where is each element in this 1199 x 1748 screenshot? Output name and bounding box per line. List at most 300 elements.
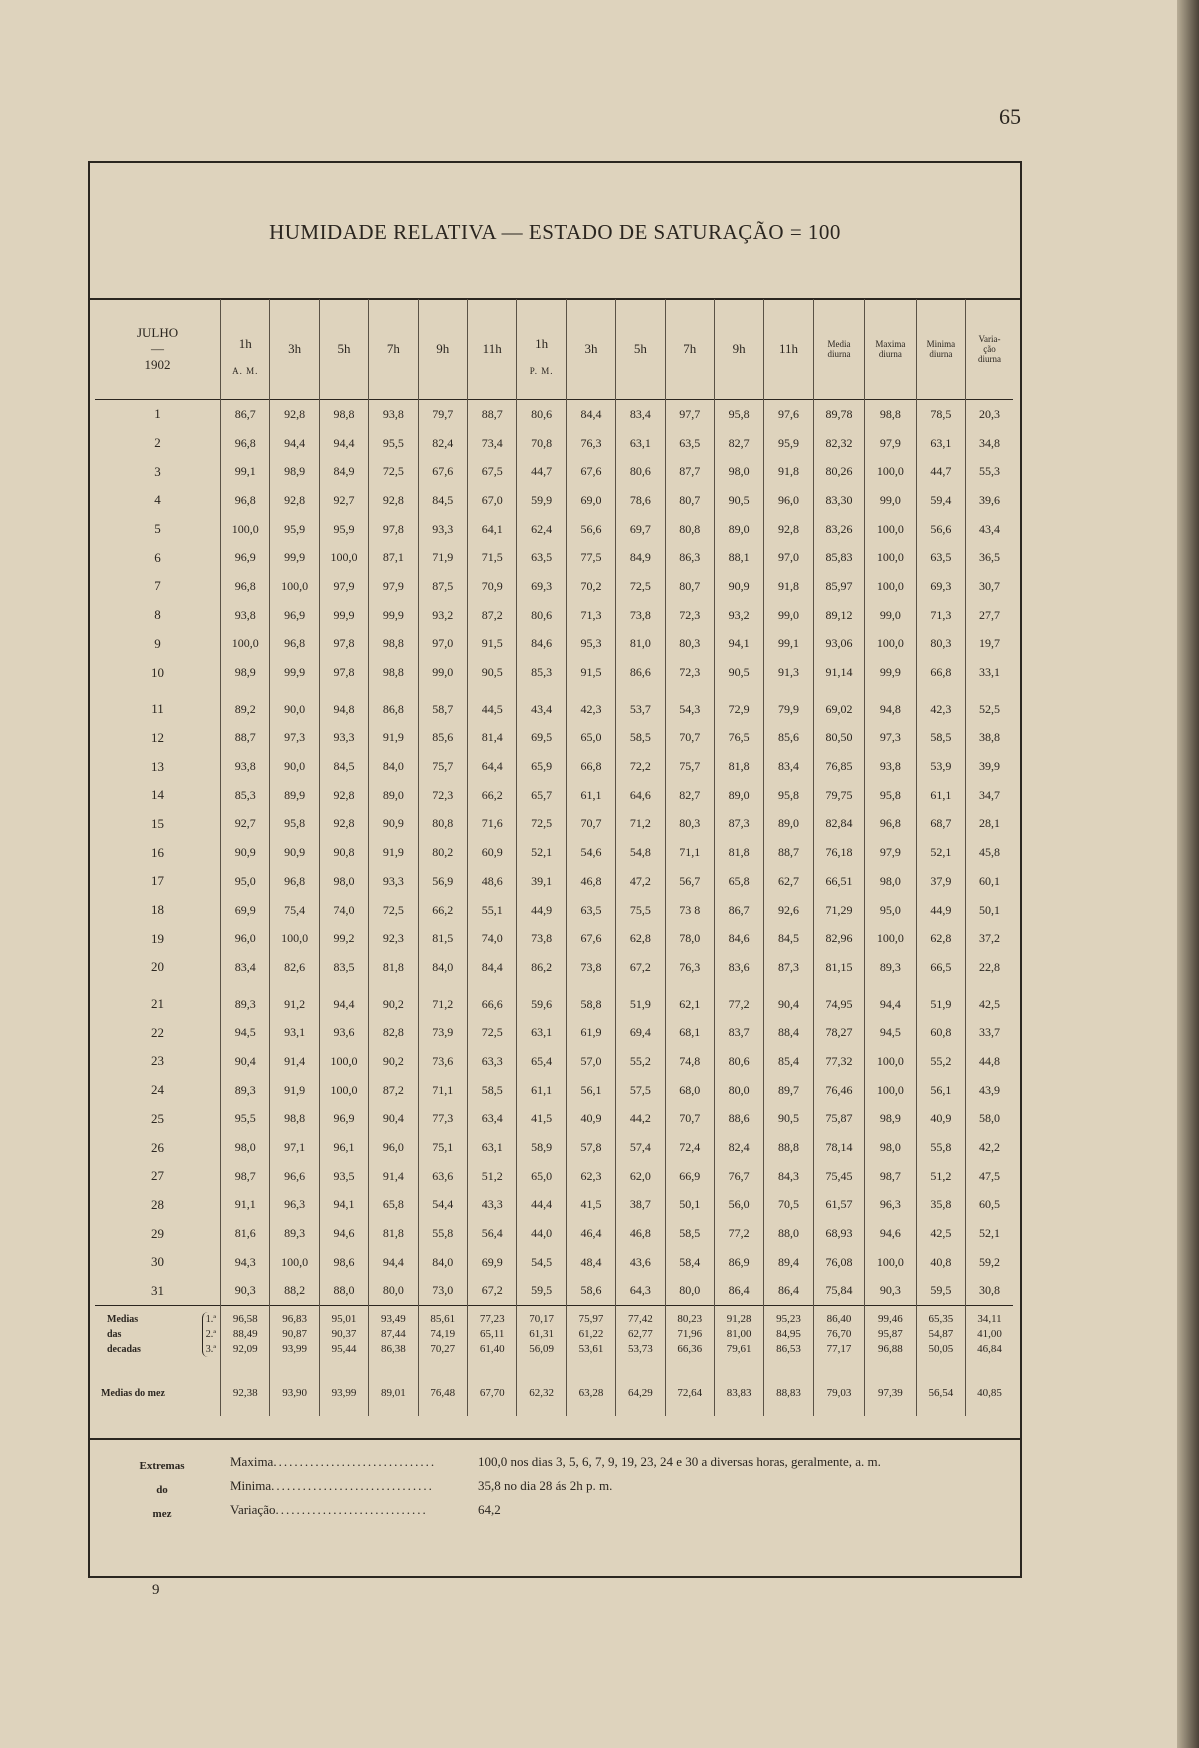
day-cell: 20 [151, 959, 165, 975]
value-cell: 72,9 [714, 687, 763, 724]
value-cell: 69,9 [221, 896, 270, 925]
value-cell: 80,0 [714, 1076, 763, 1105]
value-cell: 99,9 [369, 601, 418, 630]
value-cell: 100,0 [865, 1047, 916, 1076]
decade-mean-value: 80,23 [677, 1313, 703, 1326]
summary-label-word: decadas [107, 1344, 141, 1356]
value-cell: 81,6 [221, 1219, 270, 1248]
value-cell: 89,0 [714, 781, 763, 810]
value-cell: 67,2 [468, 1277, 517, 1306]
summary-label-word: Medias [107, 1314, 139, 1326]
value-cell: 56,7 [665, 867, 714, 896]
value-cell: 87,2 [369, 1076, 418, 1105]
value-cell: 80,6 [517, 400, 566, 429]
value-cell: 73,8 [566, 953, 615, 982]
table-row [95, 572, 1013, 601]
value-cell: 92,6 [764, 896, 813, 925]
value-cell: 86,7 [221, 400, 270, 429]
value-cell: 44,0 [517, 1219, 566, 1248]
value-cell: 44,9 [916, 896, 965, 925]
value-cell: 66,5 [916, 953, 965, 982]
extreme-name: Variação [230, 1502, 276, 1517]
value-cell: 98,8 [369, 630, 418, 659]
value-cell: 89,3 [270, 1219, 319, 1248]
value-cell: 90,9 [369, 810, 418, 839]
value-cell: 87,3 [714, 810, 763, 839]
value-cell: 75,1 [418, 1133, 467, 1162]
value-cell: 90,0 [270, 687, 319, 724]
value-cell: 84,5 [764, 924, 813, 953]
value-cell: 96,6 [270, 1162, 319, 1191]
value-cell: 88,8 [764, 1133, 813, 1162]
header-row [95, 299, 1013, 400]
decade-mean-value: 61,31 [529, 1328, 554, 1341]
value-cell: 53,7 [616, 687, 665, 724]
value-cell: 66,2 [418, 896, 467, 925]
value-cell: 87,3 [764, 953, 813, 982]
value-cell: 99,0 [764, 601, 813, 630]
value-cell: 77,32 [813, 1047, 864, 1076]
decade-means-cell [865, 1306, 916, 1371]
value-cell: 96,8 [221, 572, 270, 601]
decade-mean-value: 70,17 [529, 1313, 554, 1326]
value-cell: 76,3 [665, 953, 714, 982]
table-row [95, 429, 1013, 458]
day-cell: 26 [151, 1139, 165, 1155]
value-cell: 68,0 [665, 1076, 714, 1105]
value-cell: 84,4 [468, 953, 517, 982]
value-cell: 22,8 [966, 953, 1013, 982]
day-cell: 5 [154, 521, 161, 537]
value-cell: 94,4 [270, 429, 319, 458]
book-spine [1177, 0, 1199, 1748]
value-cell: 44,7 [517, 457, 566, 486]
table-row [95, 601, 1013, 630]
hour-header [764, 299, 813, 400]
month-label: JULHO [136, 325, 179, 340]
value-cell: 82,7 [714, 429, 763, 458]
value-cell: 70,9 [468, 572, 517, 601]
value-cell: 51,9 [916, 982, 965, 1019]
decade-mean-value: 93,49 [381, 1313, 406, 1326]
value-cell: 67,6 [566, 457, 615, 486]
value-cell: 89,0 [369, 781, 418, 810]
value-cell: 99,1 [764, 630, 813, 659]
value-cell: 96,8 [270, 867, 319, 896]
decade-mean-value: 65,11 [480, 1328, 505, 1341]
value-cell: 99,9 [319, 601, 368, 630]
value-cell: 95,9 [319, 515, 368, 544]
value-cell: 79,9 [764, 687, 813, 724]
value-cell: 92,8 [270, 486, 319, 515]
decade-mean-value: 61,40 [479, 1343, 505, 1356]
value-cell: 83,26 [813, 515, 864, 544]
table-frame [88, 161, 1022, 1578]
value-cell: 44,5 [468, 687, 517, 724]
value-cell: 63,1 [517, 1018, 566, 1047]
value-cell: 77,2 [714, 982, 763, 1019]
value-cell: 75,5 [616, 896, 665, 925]
value-cell: 43,6 [616, 1248, 665, 1277]
value-cell: 80,3 [665, 630, 714, 659]
value-cell: 71,3 [916, 601, 965, 630]
value-cell: 86,3 [665, 543, 714, 572]
extreme-variacao-value: 64,2 [478, 1502, 501, 1517]
hour-label: 9h [732, 341, 746, 356]
day-cell: 15 [151, 815, 165, 831]
value-cell: 72,4 [665, 1133, 714, 1162]
value-cell: 93,2 [418, 601, 467, 630]
value-cell: 70,5 [764, 1191, 813, 1220]
decade-means-cell [418, 1306, 467, 1371]
day-cell: 12 [151, 729, 165, 745]
value-cell: 93,3 [319, 724, 368, 753]
value-cell: 92,8 [319, 781, 368, 810]
decade-mean-value: 87,44 [381, 1328, 406, 1341]
value-cell: 98,8 [319, 400, 368, 429]
day-cell: 25 [151, 1110, 165, 1126]
value-cell: 96,8 [221, 486, 270, 515]
extremes-label [122, 1454, 202, 1526]
value-cell: 46,8 [616, 1219, 665, 1248]
day-cell: 6 [154, 549, 161, 565]
value-cell: 94,4 [319, 429, 368, 458]
value-cell: 70,2 [566, 572, 615, 601]
value-cell: 100,0 [865, 543, 916, 572]
value-cell: 28,1 [966, 810, 1013, 839]
value-cell: 95,8 [270, 810, 319, 839]
value-cell: 80,0 [665, 1277, 714, 1306]
title-box [90, 163, 1020, 300]
value-cell: 56,1 [916, 1076, 965, 1105]
value-cell: 62,7 [764, 867, 813, 896]
value-cell: 98,8 [270, 1105, 319, 1134]
value-cell: 97,8 [319, 630, 368, 659]
value-cell: 43,4 [966, 515, 1013, 544]
value-cell: 56,4 [468, 1219, 517, 1248]
extreme-name: Maxima [230, 1454, 274, 1469]
value-cell: 57,0 [566, 1047, 615, 1076]
value-cell: 79,7 [418, 400, 467, 429]
value-cell: 85,6 [418, 724, 467, 753]
day-cell: 21 [151, 996, 165, 1012]
value-cell: 100,0 [865, 457, 916, 486]
month-mean-cell: 64,29 [616, 1370, 665, 1416]
decade-means-cell [966, 1306, 1013, 1371]
value-cell: 84,6 [714, 924, 763, 953]
value-cell: 89,0 [714, 515, 763, 544]
value-cell: 82,8 [369, 1018, 418, 1047]
value-cell: 73,0 [418, 1277, 467, 1306]
decade-means-label [95, 1306, 221, 1371]
value-cell: 72,2 [616, 752, 665, 781]
decade-means-cell [270, 1306, 319, 1371]
extreme-name: Minima [230, 1478, 272, 1493]
value-cell: 62,0 [616, 1162, 665, 1191]
value-cell: 56,6 [916, 515, 965, 544]
value-cell: 81,8 [369, 1219, 418, 1248]
value-cell: 44,9 [517, 896, 566, 925]
media-label: diurna [827, 349, 851, 359]
value-cell: 73,6 [418, 1047, 467, 1076]
value-cell: 95,5 [369, 429, 418, 458]
value-cell: 88,6 [714, 1105, 763, 1134]
value-cell: 19,7 [966, 630, 1013, 659]
value-cell: 71,6 [468, 810, 517, 839]
table-row [95, 1162, 1013, 1191]
extreme-minima-row: Minima............................... [230, 1478, 434, 1493]
value-cell: 67,5 [468, 457, 517, 486]
hour-header [616, 299, 665, 400]
value-cell: 87,1 [369, 543, 418, 572]
value-cell: 77,2 [714, 1219, 763, 1248]
value-cell: 63,5 [916, 543, 965, 572]
value-cell: 100,0 [221, 515, 270, 544]
value-cell: 88,1 [714, 543, 763, 572]
value-cell: 94,8 [319, 687, 368, 724]
value-cell: 95,8 [865, 781, 916, 810]
hour-header [517, 299, 566, 400]
minima-label: diurna [929, 349, 953, 359]
value-cell: 95,3 [566, 630, 615, 659]
value-cell: 88,0 [764, 1219, 813, 1248]
value-cell: 78,14 [813, 1133, 864, 1162]
value-cell: 42,3 [566, 687, 615, 724]
value-cell: 85,3 [221, 781, 270, 810]
value-cell: 66,8 [916, 658, 965, 687]
value-cell: 79,75 [813, 781, 864, 810]
table-row [95, 486, 1013, 515]
value-cell: 58,5 [616, 724, 665, 753]
value-cell: 96,9 [221, 543, 270, 572]
value-cell: 48,6 [468, 867, 517, 896]
value-cell: 59,6 [517, 982, 566, 1019]
value-cell: 68,1 [665, 1018, 714, 1047]
value-cell: 86,9 [714, 1248, 763, 1277]
month-mean-cell: 76,48 [418, 1370, 467, 1416]
extreme-maxima-row: Maxima............................... [230, 1454, 437, 1469]
value-cell: 100,0 [865, 924, 916, 953]
decade-means-cell [468, 1306, 517, 1371]
day-cell: 18 [151, 902, 165, 918]
value-cell: 99,9 [270, 658, 319, 687]
value-cell: 63,3 [468, 1047, 517, 1076]
decade-label: 1.ª [205, 1314, 217, 1326]
table-row [95, 781, 1013, 810]
month-mean-cell: 62,32 [517, 1370, 566, 1416]
value-cell: 97,0 [764, 543, 813, 572]
day-cell: 24 [151, 1082, 165, 1098]
value-cell: 37,9 [916, 867, 965, 896]
value-cell: 60,8 [916, 1018, 965, 1047]
hour-label: 9h [436, 341, 450, 356]
table-row [95, 982, 1013, 1019]
value-cell: 89,78 [813, 400, 864, 429]
value-cell: 94,1 [319, 1191, 368, 1220]
value-cell: 56,1 [566, 1076, 615, 1105]
value-cell: 97,6 [764, 400, 813, 429]
value-cell: 54,5 [517, 1248, 566, 1277]
value-cell: 90,2 [369, 982, 418, 1019]
decade-mean-value: 96,83 [282, 1313, 307, 1326]
value-cell: 85,3 [517, 658, 566, 687]
summary-rows [95, 1306, 1013, 1417]
value-cell: 97,8 [369, 515, 418, 544]
value-cell: 84,0 [418, 953, 467, 982]
hour-label: 3h [584, 341, 598, 356]
hour-header [270, 299, 319, 400]
decade-mean-value: 91,28 [726, 1313, 752, 1326]
minima-header [916, 299, 965, 400]
value-cell: 93,3 [369, 867, 418, 896]
month-mean-cell: 89,01 [369, 1370, 418, 1416]
value-cell: 71,2 [418, 982, 467, 1019]
month-mean-cell: 83,83 [714, 1370, 763, 1416]
value-cell: 70,7 [665, 724, 714, 753]
value-cell: 90,9 [270, 838, 319, 867]
decade-means-row [95, 1306, 1013, 1371]
maxima-label: Maxima [875, 339, 906, 349]
value-cell: 59,4 [916, 486, 965, 515]
value-cell: 100,0 [319, 1047, 368, 1076]
day-cell: 4 [154, 492, 161, 508]
value-cell: 88,4 [764, 1018, 813, 1047]
value-cell: 39,1 [517, 867, 566, 896]
value-cell: 95,9 [764, 429, 813, 458]
value-cell: 66,6 [468, 982, 517, 1019]
value-cell: 76,18 [813, 838, 864, 867]
value-cell: 59,5 [916, 1277, 965, 1306]
value-cell: 84,4 [566, 400, 615, 429]
value-cell: 66,2 [468, 781, 517, 810]
value-cell: 90,3 [865, 1277, 916, 1306]
table-row [95, 1076, 1013, 1105]
hour-label: 5h [337, 341, 351, 356]
value-cell: 77,3 [418, 1105, 467, 1134]
value-cell: 98,0 [865, 867, 916, 896]
decade-mean-value: 65,35 [928, 1313, 954, 1326]
value-cell: 90,5 [714, 486, 763, 515]
value-cell: 94,8 [865, 687, 916, 724]
value-cell: 87,5 [418, 572, 467, 601]
day-cell: 17 [151, 873, 165, 889]
value-cell: 82,84 [813, 810, 864, 839]
value-cell: 93,8 [865, 752, 916, 781]
day-cell: 19 [151, 930, 165, 946]
day-cell: 30 [151, 1254, 165, 1270]
value-cell: 96,0 [764, 486, 813, 515]
pm-label: P. M. [529, 366, 554, 376]
value-cell: 46,4 [566, 1219, 615, 1248]
value-cell: 93,2 [714, 601, 763, 630]
value-cell: 70,7 [665, 1105, 714, 1134]
value-cell: 81,5 [418, 924, 467, 953]
value-cell: 89,9 [270, 781, 319, 810]
decade-mean-value: 50,05 [928, 1343, 954, 1356]
value-cell: 94,4 [319, 982, 368, 1019]
day-cell: 7 [154, 578, 161, 594]
value-cell: 51,2 [468, 1162, 517, 1191]
value-cell: 56,0 [714, 1191, 763, 1220]
extremes-label-word: Extremas [139, 1460, 185, 1472]
value-cell: 83,7 [714, 1018, 763, 1047]
value-cell: 71,29 [813, 896, 864, 925]
value-cell: 83,4 [764, 752, 813, 781]
value-cell: 62,8 [916, 924, 965, 953]
value-cell: 55,2 [916, 1047, 965, 1076]
table-row [95, 630, 1013, 659]
value-cell: 97,9 [319, 572, 368, 601]
value-cell: 63,5 [665, 429, 714, 458]
variacao-header [966, 299, 1013, 400]
value-cell: 90,0 [270, 752, 319, 781]
value-cell: 72,3 [418, 781, 467, 810]
table-row [95, 515, 1013, 544]
decade-means-cell [566, 1306, 615, 1371]
value-cell: 44,8 [966, 1047, 1013, 1076]
value-cell: 74,8 [665, 1047, 714, 1076]
value-cell: 39,9 [966, 752, 1013, 781]
decade-mean-value: 77,17 [826, 1343, 852, 1356]
decade-mean-value: 77,42 [627, 1313, 653, 1326]
value-cell: 68,93 [813, 1219, 864, 1248]
value-cell: 42,5 [966, 982, 1013, 1019]
value-cell: 92,3 [369, 924, 418, 953]
extreme-minima-value: 35,8 no dia 28 ás 2h p. m. [478, 1478, 613, 1493]
value-cell: 44,4 [517, 1191, 566, 1220]
value-cell: 93,5 [319, 1162, 368, 1191]
value-cell: 94,5 [865, 1018, 916, 1047]
value-cell: 76,46 [813, 1076, 864, 1105]
value-cell: 94,5 [221, 1018, 270, 1047]
value-cell: 75,7 [418, 752, 467, 781]
value-cell: 63,1 [468, 1133, 517, 1162]
hour-label: 1h [238, 336, 252, 351]
extremes-section [90, 1438, 1020, 1540]
value-cell: 64,6 [616, 781, 665, 810]
value-cell: 93,1 [270, 1018, 319, 1047]
value-cell: 80,3 [916, 630, 965, 659]
value-cell: 99,9 [270, 543, 319, 572]
decade-mean-value: 95,87 [878, 1328, 903, 1341]
value-cell: 59,9 [517, 486, 566, 515]
value-cell: 99,2 [319, 924, 368, 953]
decade-mean-value: 41,00 [977, 1328, 1002, 1341]
value-cell: 73 8 [665, 896, 714, 925]
value-cell: 86,7 [714, 896, 763, 925]
hour-header [566, 299, 615, 400]
hour-label: 5h [633, 341, 647, 356]
table-row [95, 543, 1013, 572]
value-cell: 80,50 [813, 724, 864, 753]
value-cell: 99,0 [865, 486, 916, 515]
value-cell: 71,1 [418, 1076, 467, 1105]
value-cell: 76,5 [714, 724, 763, 753]
value-cell: 63,1 [616, 429, 665, 458]
table-row [95, 1219, 1013, 1248]
variacao-label: diurna [978, 354, 1002, 364]
value-cell: 55,8 [418, 1219, 467, 1248]
value-cell: 91,5 [468, 630, 517, 659]
day-cell: 8 [154, 607, 161, 623]
decade-means-cell [813, 1306, 864, 1371]
value-cell: 86,4 [714, 1277, 763, 1306]
maxima-label: diurna [878, 349, 902, 359]
value-cell: 61,1 [517, 1076, 566, 1105]
value-cell: 41,5 [566, 1191, 615, 1220]
value-cell: 89,3 [221, 982, 270, 1019]
value-cell: 91,9 [270, 1076, 319, 1105]
